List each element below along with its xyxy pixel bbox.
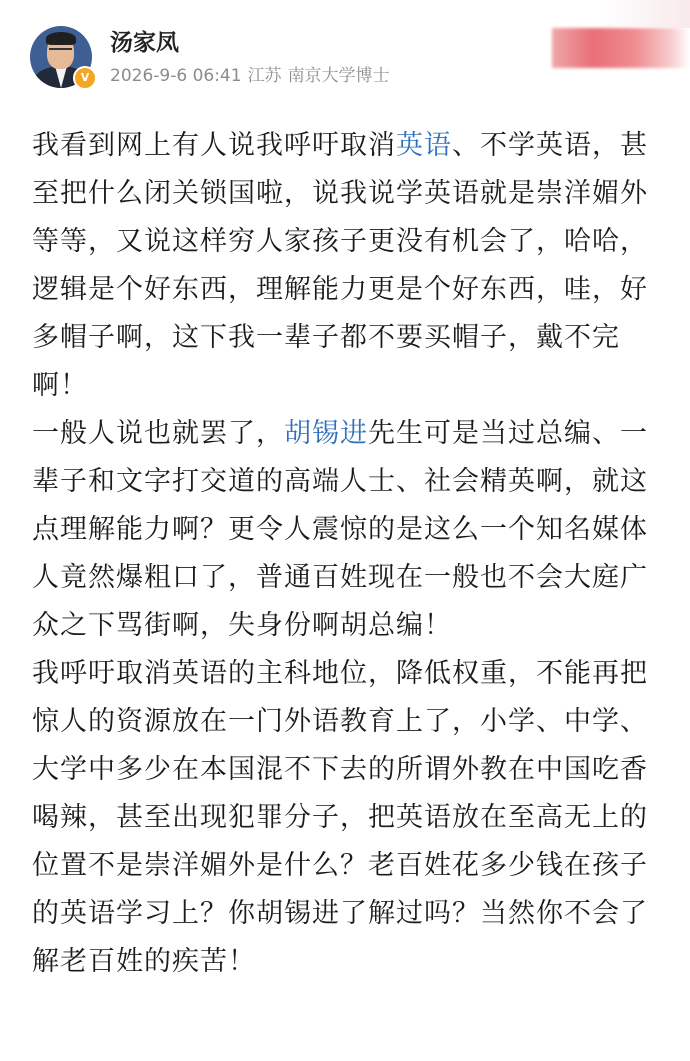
paragraph-text: 、不学英语，甚至把什么闭关锁国啦，说我说学英语就是崇洋媚外等等，又说这样穷人家孩子更没有机会了，哈哈，逻辑是个好东西，理解能力更是个好东西，哇，好多帽子啊，这下我一辈子都不要买帽子，戴不完啊！ — [32, 130, 648, 401]
post-location: 江苏 — [247, 66, 282, 86]
corner-fade — [600, 0, 690, 28]
post-body — [32, 122, 660, 986]
post-meta — [110, 64, 396, 88]
post-paragraph-3: 我呼吁取消英语的主科地位，降低权重，不能再把惊人的资源放在一门外语教育上了，小学、中学、大学中多少在本国混不下去的所谓外教在中国吃香喝辣，甚至出现犯罪分子，把英语放在至高无上的位置不是崇洋媚外是什么？老百姓花多少钱在孩子的英语学习上？你胡锡进了解过吗？当然你不会了解老百姓的疾苦！ — [32, 658, 648, 977]
topic-link-english[interactable]: 英语 — [396, 130, 452, 161]
post-date: 2026-9-6 06:41 — [110, 66, 242, 86]
blurred-corner-graphic — [552, 28, 690, 68]
post-header — [0, 0, 690, 110]
topic-link-hu-xijin[interactable]: 胡锡进 — [284, 418, 368, 449]
verified-badge-icon: V — [73, 66, 97, 90]
paragraph-text: 我看到网上有人说我呼吁取消 — [32, 130, 396, 161]
avatar-glasses — [49, 48, 72, 56]
post-paragraph-2 — [32, 410, 660, 650]
post-paragraph-1 — [32, 122, 660, 410]
paragraph-text: 先生可是当过总编、一辈子和文字打交道的高端人士、社会精英啊，就这点理解能力啊？更令人震惊的是这么一个知名媒体人竟然爆粗口了，普通百姓现在一般也不会大庭广众之下骂街啊，失身份啊胡总编！ — [32, 418, 648, 641]
avatar-hair — [46, 32, 76, 45]
author-title: 南京大学博士 — [287, 66, 390, 86]
author-name[interactable]: 汤家凤 — [110, 30, 179, 56]
paragraph-text: 一般人说也就罢了， — [32, 418, 284, 449]
